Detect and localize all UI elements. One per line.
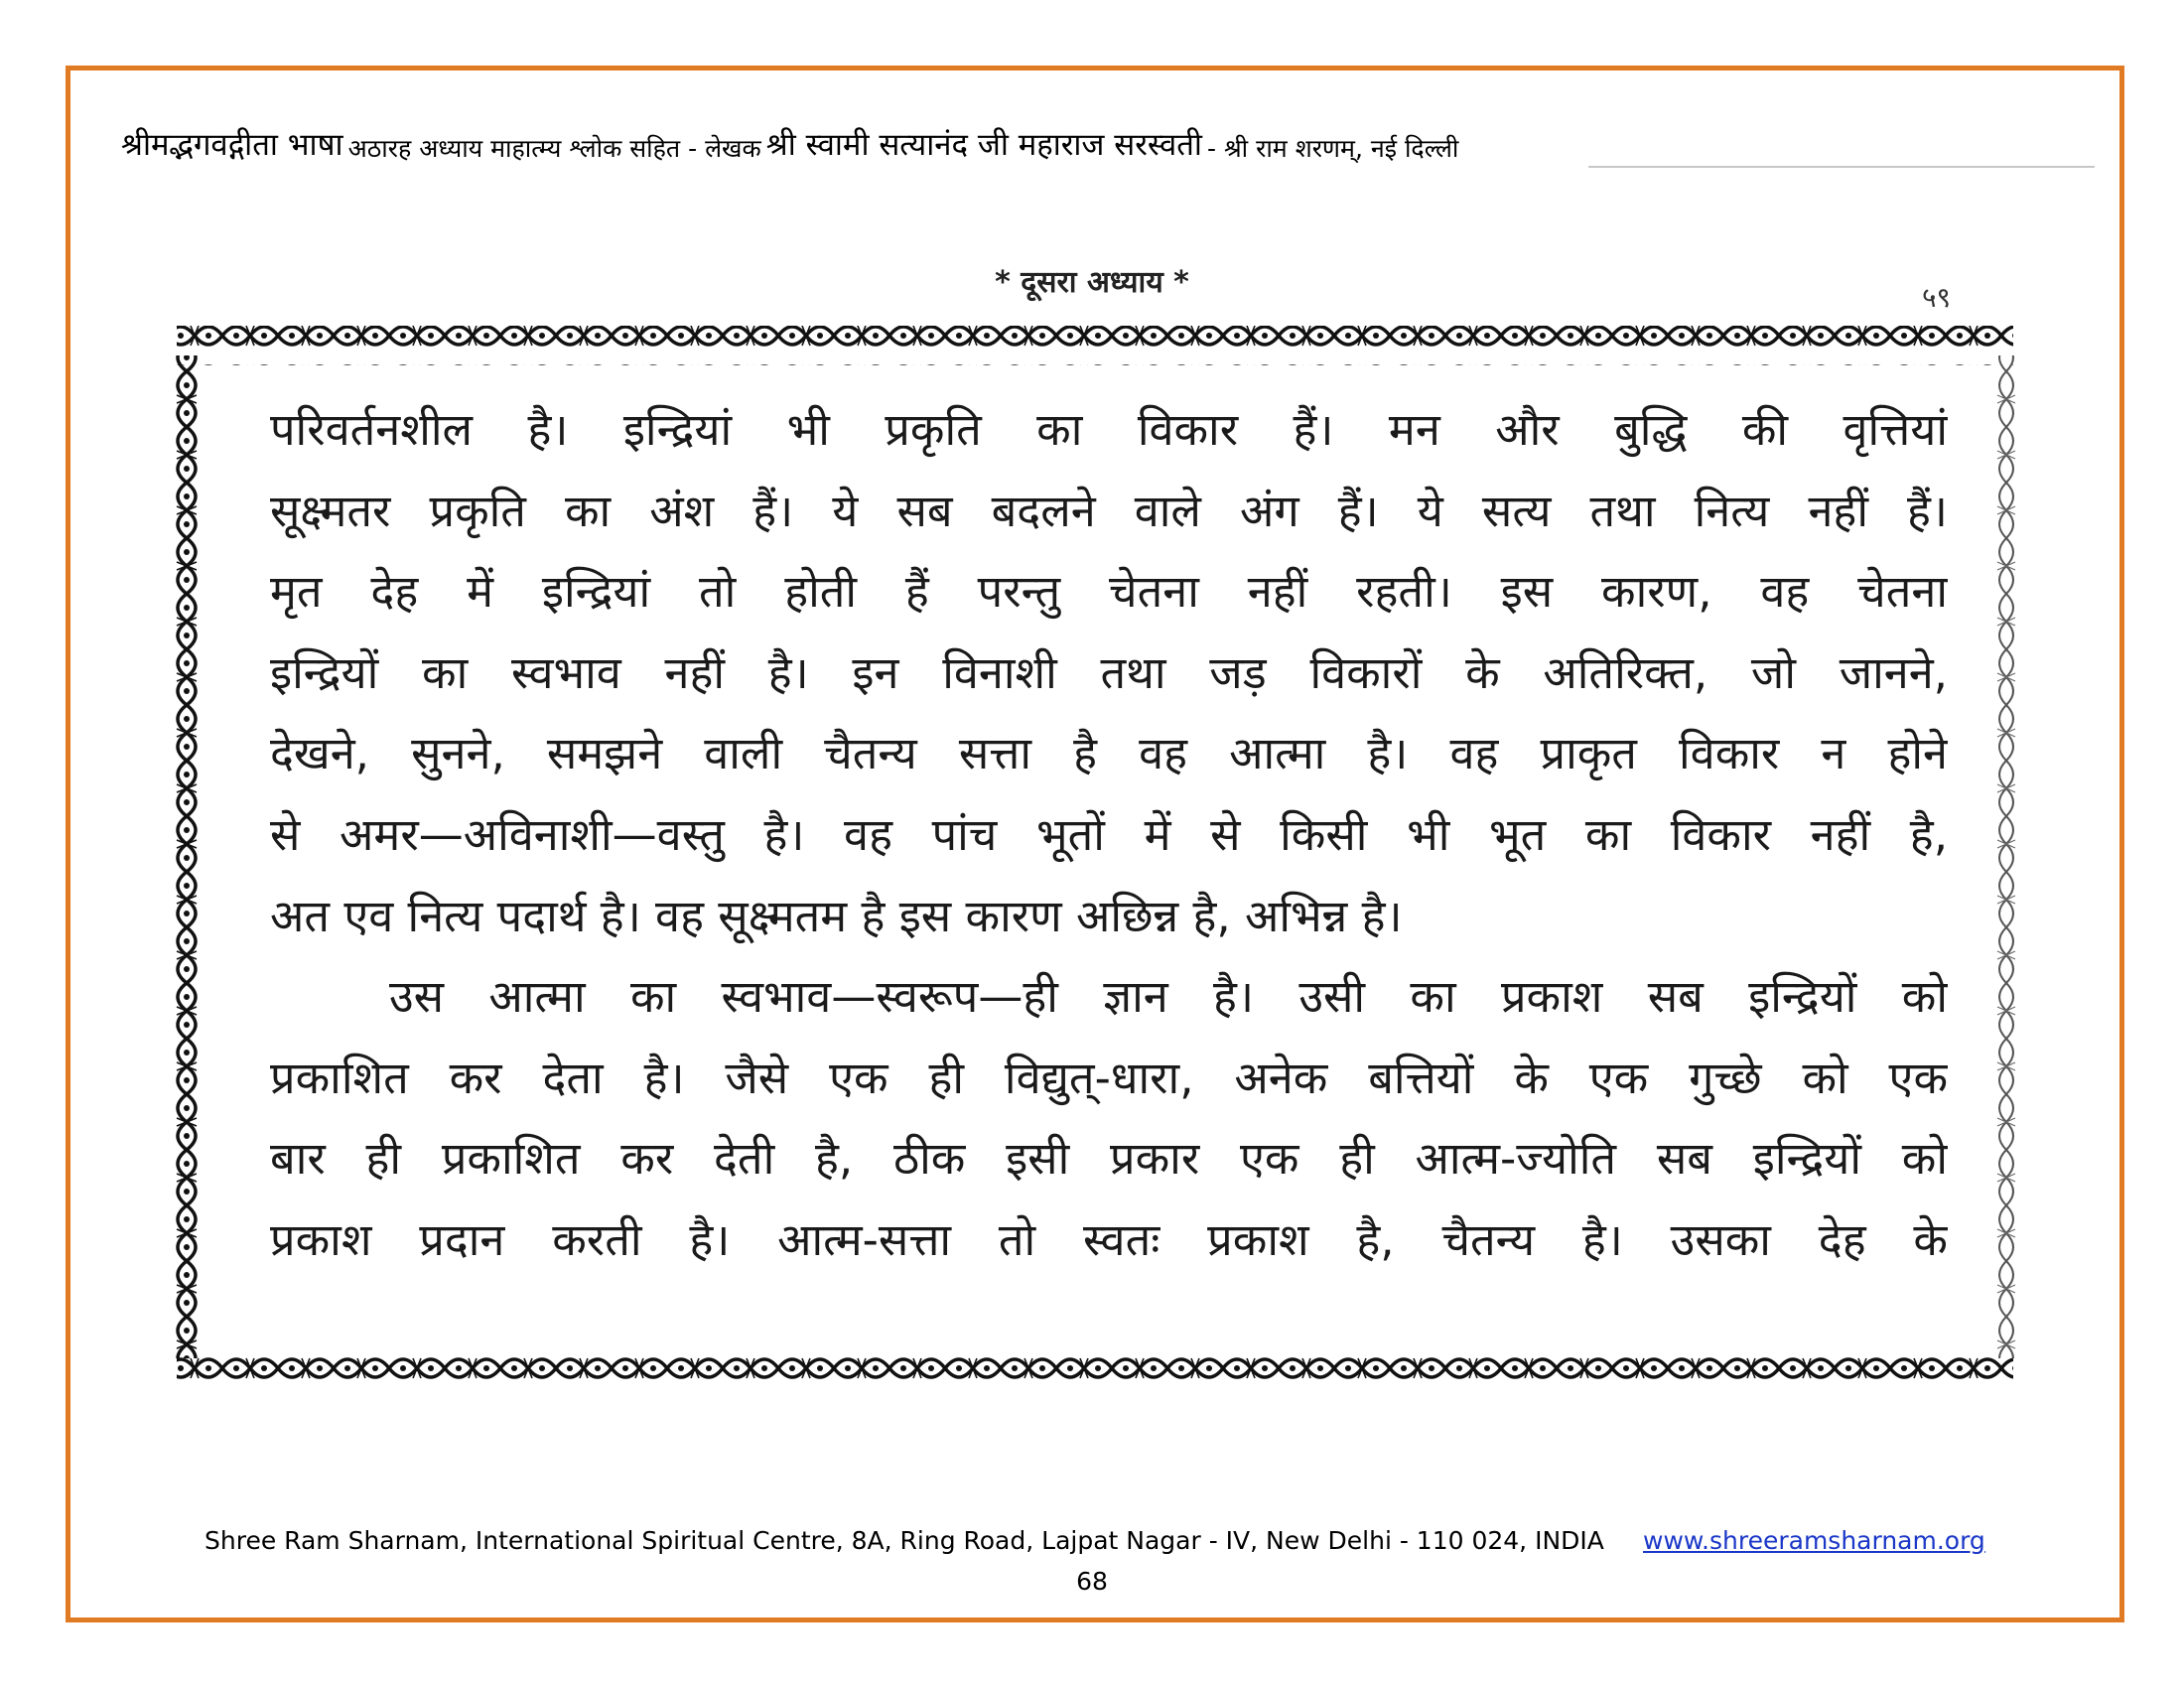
body-line: मृत देह में इन्द्रियां तो होती हैं परन्तु चेतना नहीं रहती। इस कारण, वह चेतना	[270, 565, 1948, 619]
body-line: परिवर्तनशील है। इन्द्रियां भी प्रकृति का विकार हैं। मन और बुद्धि की वृत्तियां	[270, 403, 1948, 456]
body-line: देखने, सुनने, समझने वाली चैतन्य सत्ता है वह आत्मा है। वह प्राकृत विकार न होने	[270, 727, 1948, 780]
header-rule	[1588, 166, 2095, 168]
body-line: प्रकाशित कर देता है। जैसे एक ही विद्युत्-धारा, अनेक बत्तियों के एक गुच्छे को एक	[270, 1051, 1948, 1104]
website-link[interactable]: www.shreeramsharnam.org	[1643, 1526, 1985, 1555]
header-publisher: - श्री राम शरणम्, नई दिल्ली	[1207, 134, 1459, 163]
page-number: 68	[1076, 1567, 1108, 1596]
book-page-number: ५९	[1922, 281, 1952, 314]
chapter-title: * दूसरा अध्याय *	[995, 265, 1189, 300]
body-text	[270, 389, 1948, 1281]
body-line: सूक्ष्मतर प्रकृति का अंश हैं। ये सब बदलने वाले अंग हैं। ये सत्य तथा नित्य नहीं हैं।	[270, 484, 1948, 537]
header-title: श्रीमद्भगवद्गीता भाषा	[121, 127, 343, 163]
document-header	[121, 109, 2087, 165]
body-line: अत एव नित्य पदार्थ है। वह सूक्ष्मतम है इस कारण अछिन्न है, अभिन्न है।	[270, 889, 1403, 942]
body-line: से अमर—अविनाशी—वस्तु है। वह पांच भूतों में से किसी भी भूत का विकार नहीं है,	[270, 807, 1948, 861]
body-line: उस आत्मा का स्वभाव—स्वरूप—ही ज्ञान है। उसी का प्रकाश सब इन्द्रियों को	[389, 970, 1948, 1024]
footer-address: Shree Ram Sharnam, International Spiritual Centre, 8A, Ring Road, Lajpat Nagar - IV, New Delhi - 110 024, INDIA	[205, 1526, 1604, 1555]
header-subtitle: अठारह अध्याय माहात्म्य श्लोक सहित - लेखक	[347, 134, 761, 163]
header-author: श्री स्वामी सत्यानंद जी महाराज सरस्वती	[765, 127, 1202, 163]
body-line: इन्द्रियों का स्वभाव नहीं है। इन विनाशी तथा जड़ विकारों के अतिरिक्त, जो जानने,	[270, 645, 1948, 699]
body-line: प्रकाश प्रदान करती है। आत्म-सत्ता तो स्वतः प्रकाश है, चैतन्य है। उसका देह के	[270, 1212, 1948, 1266]
body-line: बार ही प्रकाशित कर देती है, ठीक इसी प्रकार एक ही आत्म-ज्योति सब इन्द्रियों को	[270, 1132, 1948, 1186]
